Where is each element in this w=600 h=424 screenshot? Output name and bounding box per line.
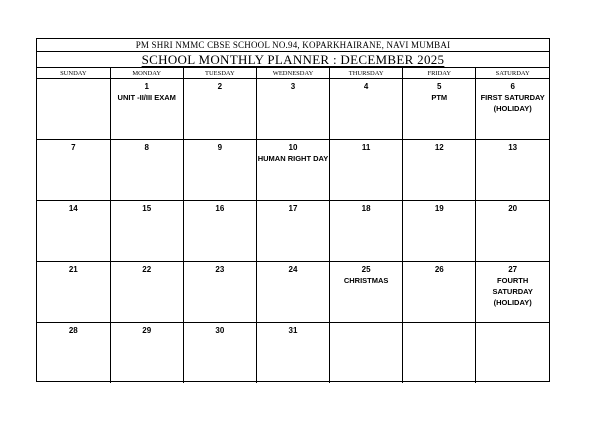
calendar-day-cell	[183, 140, 256, 201]
calendar-day-cell	[110, 323, 183, 384]
calendar-day-cell	[403, 262, 476, 323]
calendar-day-cell	[330, 262, 403, 323]
day-event: HUMAN RIGHT DAY	[257, 154, 329, 163]
day-number: 25	[361, 265, 371, 274]
day-number: 11	[361, 143, 371, 152]
day-number: 1	[144, 82, 149, 91]
calendar-day-cell	[330, 140, 403, 201]
calendar-day-cell	[403, 140, 476, 201]
day-number: 28	[68, 326, 78, 335]
calendar-day-cell	[476, 323, 549, 384]
calendar-day-cell	[183, 323, 256, 384]
calendar-day-cell	[37, 323, 110, 384]
weekday-header-thursday: THURSDAY	[330, 68, 403, 79]
day-number: 17	[288, 204, 298, 213]
calendar-day-cell	[476, 201, 549, 262]
day-number: 14	[68, 204, 78, 213]
weekday-header-wednesday: WEDNESDAY	[256, 68, 329, 79]
day-number: 31	[288, 326, 298, 335]
calendar-day-cell	[256, 323, 329, 384]
weekday-header-sunday: SUNDAY	[37, 68, 110, 79]
calendar-week-row	[37, 201, 549, 262]
calendar-day-cell	[183, 262, 256, 323]
day-number: 8	[144, 143, 149, 152]
day-number: 12	[434, 143, 444, 152]
calendar-week-row	[37, 323, 549, 384]
day-number: 9	[217, 143, 223, 152]
weekday-header-saturday: SATURDAY	[476, 68, 549, 79]
calendar-day-cell	[110, 262, 183, 323]
calendar-day-cell	[403, 79, 476, 140]
day-event: FOURTH SATURDAY (HOLIDAY)	[492, 276, 533, 307]
weekday-header-tuesday: TUESDAY	[183, 68, 256, 79]
calendar-day-cell	[256, 201, 329, 262]
calendar-day-cell	[476, 262, 549, 323]
calendar-day-cell	[37, 140, 110, 201]
weekday-header-monday: MONDAY	[110, 68, 183, 79]
day-event: UNIT -II/III EXAM	[117, 93, 176, 102]
calendar-day-cell	[37, 201, 110, 262]
day-number: 19	[434, 204, 444, 213]
day-number: 27	[508, 265, 518, 274]
school-name: PM SHRI NMMC CBSE SCHOOL NO.94, KOPARKHAIRANE, NAVI MUMBAI	[37, 39, 549, 52]
calendar-day-cell	[476, 79, 549, 140]
day-number: 16	[215, 204, 225, 213]
calendar-day-cell	[37, 79, 110, 140]
day-number: 6	[510, 82, 515, 91]
day-number: 2	[217, 82, 223, 91]
calendar-day-cell	[256, 262, 329, 323]
calendar-day-cell	[403, 201, 476, 262]
calendar-day-cell	[110, 201, 183, 262]
day-number: 21	[68, 265, 78, 274]
day-number: 4	[363, 82, 369, 91]
calendar-day-cell	[330, 79, 403, 140]
day-number: 10	[288, 143, 298, 152]
planner-title-row	[37, 52, 549, 68]
calendar-day-cell	[330, 201, 403, 262]
weekday-header-row	[37, 68, 549, 79]
calendar-day-cell	[37, 262, 110, 323]
calendar-grid	[37, 68, 549, 383]
day-number: 24	[288, 265, 298, 274]
calendar-day-cell	[256, 140, 329, 201]
day-number: 22	[142, 265, 152, 274]
calendar-weeks	[37, 79, 549, 384]
day-number: 20	[508, 204, 518, 213]
day-number: 7	[71, 143, 76, 152]
day-number: 30	[215, 326, 225, 335]
day-number: 5	[437, 82, 442, 91]
day-event: CHRISTMAS	[343, 276, 389, 285]
calendar-day-cell	[110, 79, 183, 140]
day-event: PTM	[431, 93, 448, 102]
day-number: 29	[142, 326, 152, 335]
calendar-day-cell	[183, 201, 256, 262]
weekday-header-friday: FRIDAY	[403, 68, 476, 79]
calendar-week-row	[37, 79, 549, 140]
day-number: 3	[290, 82, 296, 91]
day-number: 23	[215, 265, 225, 274]
day-number: 13	[508, 143, 518, 152]
day-number: 18	[361, 204, 371, 213]
calendar-day-cell	[110, 140, 183, 201]
calendar-day-cell	[330, 323, 403, 384]
planner-title: SCHOOL MONTHLY PLANNER : DECEMBER 2025	[141, 51, 445, 67]
calendar-day-cell	[476, 140, 549, 201]
day-event: FIRST SATURDAY (HOLIDAY)	[480, 93, 545, 113]
calendar-day-cell	[256, 79, 329, 140]
day-number: 26	[434, 265, 444, 274]
day-number: 15	[142, 204, 152, 213]
calendar-week-row	[37, 262, 549, 323]
monthly-planner	[36, 38, 550, 382]
calendar-week-row	[37, 140, 549, 201]
calendar-day-cell	[403, 323, 476, 384]
calendar-day-cell	[183, 79, 256, 140]
